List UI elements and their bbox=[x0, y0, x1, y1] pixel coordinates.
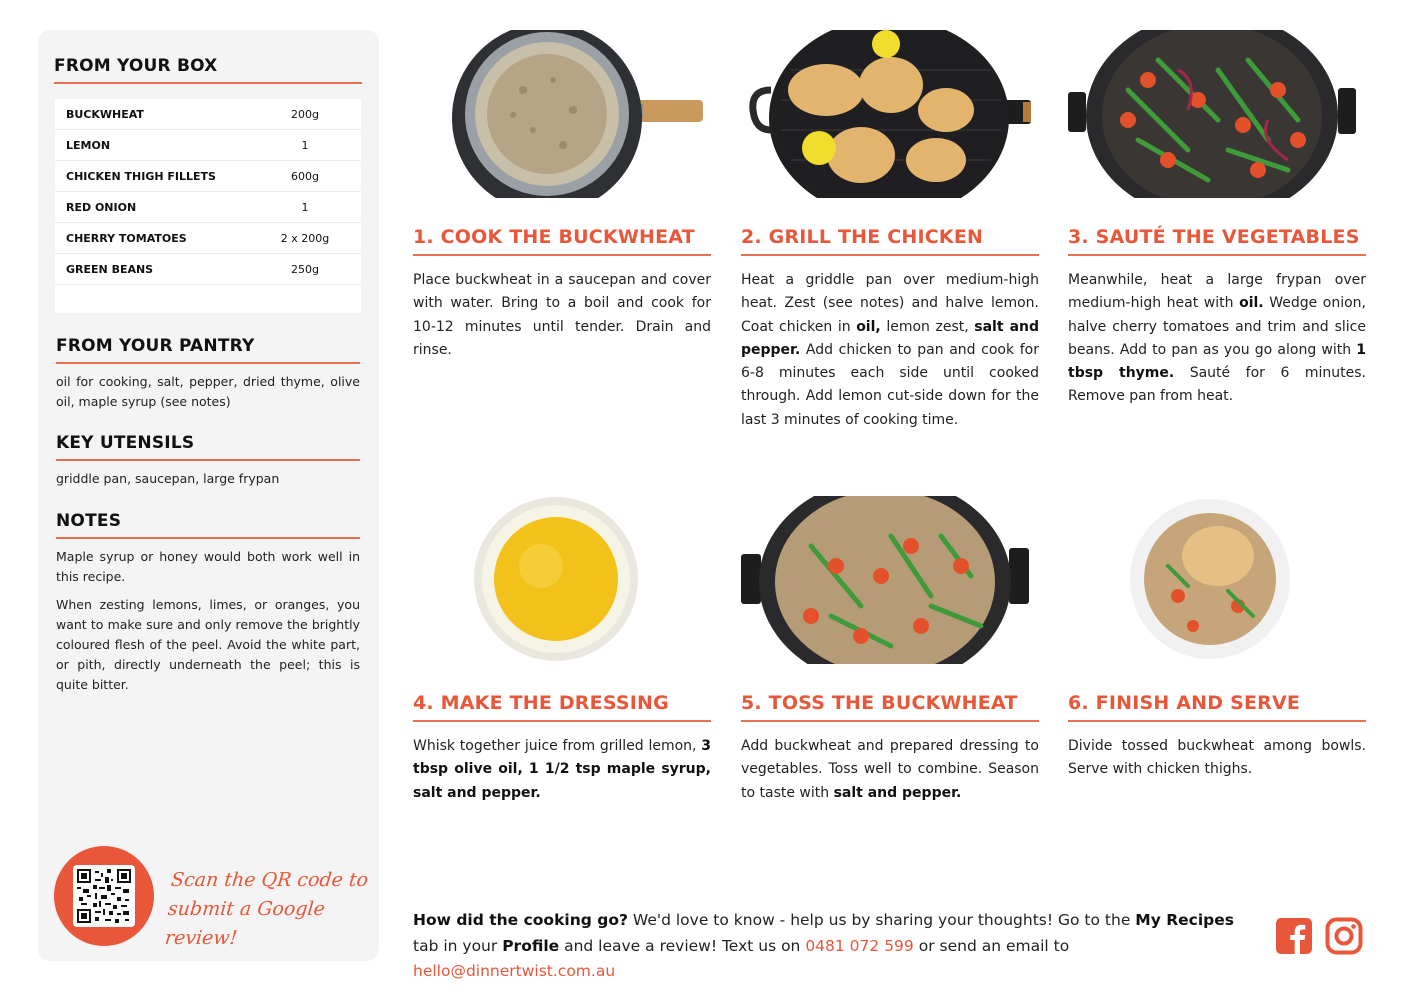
ingredient-row bbox=[55, 99, 361, 130]
divider bbox=[413, 254, 711, 256]
qr-code-icon[interactable] bbox=[73, 865, 135, 927]
utensils-title: KEY UTENSILS bbox=[56, 433, 195, 453]
instagram-icon[interactable] bbox=[1325, 917, 1363, 955]
pantry-section bbox=[56, 336, 360, 412]
instruction-text: lemon zest, bbox=[880, 318, 975, 335]
divider bbox=[741, 254, 1039, 256]
ingredient-name: GREEN BEANS bbox=[66, 262, 154, 276]
step-6 bbox=[1068, 496, 1366, 782]
sauteed-vegetables-pan-image bbox=[1068, 30, 1366, 198]
ingredient-qty: 2 x 200g bbox=[280, 231, 330, 245]
ingredient-qty: 1 bbox=[301, 138, 309, 152]
divider bbox=[56, 362, 360, 364]
served-bowl-image bbox=[1068, 496, 1366, 664]
ingredient-name: BUCKWHEAT bbox=[66, 107, 144, 121]
divider bbox=[1068, 254, 1366, 256]
step-2-title: 2. GRILL THE CHICKEN bbox=[741, 226, 984, 248]
ingredient-name: CHERRY TOMATOES bbox=[66, 231, 187, 245]
feedback-message bbox=[413, 908, 1263, 985]
ingredient-qty: 1 bbox=[301, 200, 309, 214]
footer-text: and leave a review! Text us on bbox=[559, 936, 806, 955]
footer-bold-text: My Recipes bbox=[1135, 911, 1234, 929]
step-2-text bbox=[741, 269, 1039, 432]
divider bbox=[54, 82, 362, 84]
sidebar bbox=[38, 30, 379, 961]
footer-text: tab in your bbox=[413, 936, 503, 955]
from-your-box-section bbox=[54, 56, 362, 84]
note-2: When zesting lemons, limes, or oranges, you want to make sure and only remove the brightly coloured flesh of the peel. Avoid the white part, or pith, directly underneath the peel; this is quite bitter. bbox=[56, 597, 360, 692]
instruction-text: Meanwhile, heat a large frypan over medium-high heat with bbox=[1068, 272, 1366, 312]
instruction-text: Sauté for 6 minutes. Remove pan from heat. bbox=[1068, 365, 1366, 405]
step-1-title: 1. COOK THE BUCKWHEAT bbox=[413, 226, 695, 248]
instruction-text: Divide tossed buckwheat among bowls. Serve with chicken thighs. bbox=[1068, 738, 1366, 778]
from-your-box-title: FROM YOUR BOX bbox=[54, 56, 218, 76]
bold-ingredient-text: 3 tbsp olive oil, 1 1/2 tsp maple syrup, salt and pepper. bbox=[413, 738, 711, 801]
divider bbox=[56, 537, 360, 539]
ingredient-qty: 600g bbox=[291, 169, 319, 183]
instruction-text: Place buckwheat in a saucepan and cover with water. Bring to a boil and cook for 10-12 minutes until tender. Drain and rinse. bbox=[413, 272, 711, 358]
step-6-title: 6. FINISH AND SERVE bbox=[1068, 692, 1301, 714]
email-link[interactable]: hello@dinnertwist.com.au bbox=[413, 962, 616, 980]
utensils-text: griddle pan, saucepan, large frypan bbox=[56, 471, 280, 486]
qr-caption-line-2: submit a Google review! bbox=[163, 898, 327, 949]
ingredient-name: CHICKEN THIGH FILLETS bbox=[66, 169, 216, 183]
notes-title: NOTES bbox=[56, 511, 122, 531]
bold-ingredient-text: salt and pepper. bbox=[741, 318, 1039, 358]
note-1: Maple syrup or honey would both work well in this recipe. bbox=[56, 549, 360, 584]
bold-ingredient-text: oil, bbox=[856, 318, 881, 335]
tossed-buckwheat-pan-image bbox=[741, 496, 1039, 664]
ingredient-row bbox=[55, 254, 361, 285]
step-3-title: 3. SAUTÉ THE VEGETABLES bbox=[1068, 226, 1360, 248]
footer-text: We'd love to know - help us by sharing your thoughts! Go to the bbox=[627, 911, 1136, 929]
ingredient-name: RED ONION bbox=[66, 200, 137, 214]
ingredient-name: LEMON bbox=[66, 138, 111, 152]
footer-bold-text: Profile bbox=[502, 936, 560, 955]
utensils-section bbox=[56, 433, 360, 489]
instruction-text: Add chicken to pan and cook for 6-8 minutes each side until cooked through. Add lemon cut-side down for the last 3 minutes of cooking time. bbox=[741, 341, 1039, 428]
bold-ingredient-text: 1 tbsp thyme. bbox=[1068, 341, 1366, 382]
qr-caption-line-1: Scan the QR code to bbox=[169, 869, 370, 891]
bold-ingredient-text: salt and pepper. bbox=[833, 784, 962, 801]
divider bbox=[1068, 720, 1366, 722]
notes-section bbox=[56, 511, 360, 695]
step-4-text bbox=[413, 735, 711, 805]
pantry-text: oil for cooking, salt, pepper, dried thyme, olive oil, maple syrup (see notes) bbox=[56, 374, 360, 409]
step-1 bbox=[413, 30, 711, 362]
step-4 bbox=[413, 496, 711, 805]
footer-text: or send an email to bbox=[913, 936, 1070, 955]
divider bbox=[56, 459, 360, 461]
ingredient-qty: 200g bbox=[291, 107, 319, 121]
step-5-title: 5. TOSS THE BUCKWHEAT bbox=[741, 692, 1018, 714]
instruction-text: Wedge onion, halve cherry tomatoes and trim and slice beans. Add to pan as you go along with bbox=[1068, 295, 1366, 358]
footer-bold-text: How did the cooking go? bbox=[413, 911, 628, 929]
bold-ingredient-text: oil. bbox=[1239, 295, 1264, 312]
divider bbox=[741, 720, 1039, 722]
grilled-chicken-pan-image bbox=[741, 30, 1039, 198]
ingredient-row bbox=[55, 192, 361, 223]
step-3 bbox=[1068, 30, 1366, 409]
facebook-icon[interactable] bbox=[1275, 917, 1313, 955]
instruction-text: Whisk together juice from grilled lemon, bbox=[413, 738, 702, 754]
qr-caption bbox=[163, 866, 383, 953]
qr-badge[interactable] bbox=[54, 846, 154, 946]
phone-link[interactable]: 0481 072 599 bbox=[805, 936, 914, 955]
pantry-title: FROM YOUR PANTRY bbox=[56, 336, 255, 356]
ingredient-row bbox=[55, 130, 361, 161]
ingredient-row bbox=[55, 161, 361, 192]
lemon-dressing-bowl-image bbox=[413, 496, 711, 664]
step-6-text bbox=[1068, 735, 1366, 782]
step-5 bbox=[741, 496, 1039, 805]
ingredient-row bbox=[55, 223, 361, 254]
step-5-text bbox=[741, 735, 1039, 805]
instruction-text: Add buckwheat and prepared dressing to vegetables. Toss well to combine. Season to taste with bbox=[741, 738, 1039, 801]
ingredients-table bbox=[55, 99, 361, 313]
step-2 bbox=[741, 30, 1039, 432]
buckwheat-saucepan-image bbox=[413, 30, 711, 198]
ingredient-qty: 250g bbox=[291, 262, 319, 276]
divider bbox=[413, 720, 711, 722]
instruction-text: Heat a griddle pan over medium-high heat. Zest (see notes) and halve lemon. Coat chicken in bbox=[741, 272, 1039, 335]
step-1-text bbox=[413, 269, 711, 362]
step-3-text bbox=[1068, 269, 1366, 409]
step-4-title: 4. MAKE THE DRESSING bbox=[413, 692, 669, 714]
